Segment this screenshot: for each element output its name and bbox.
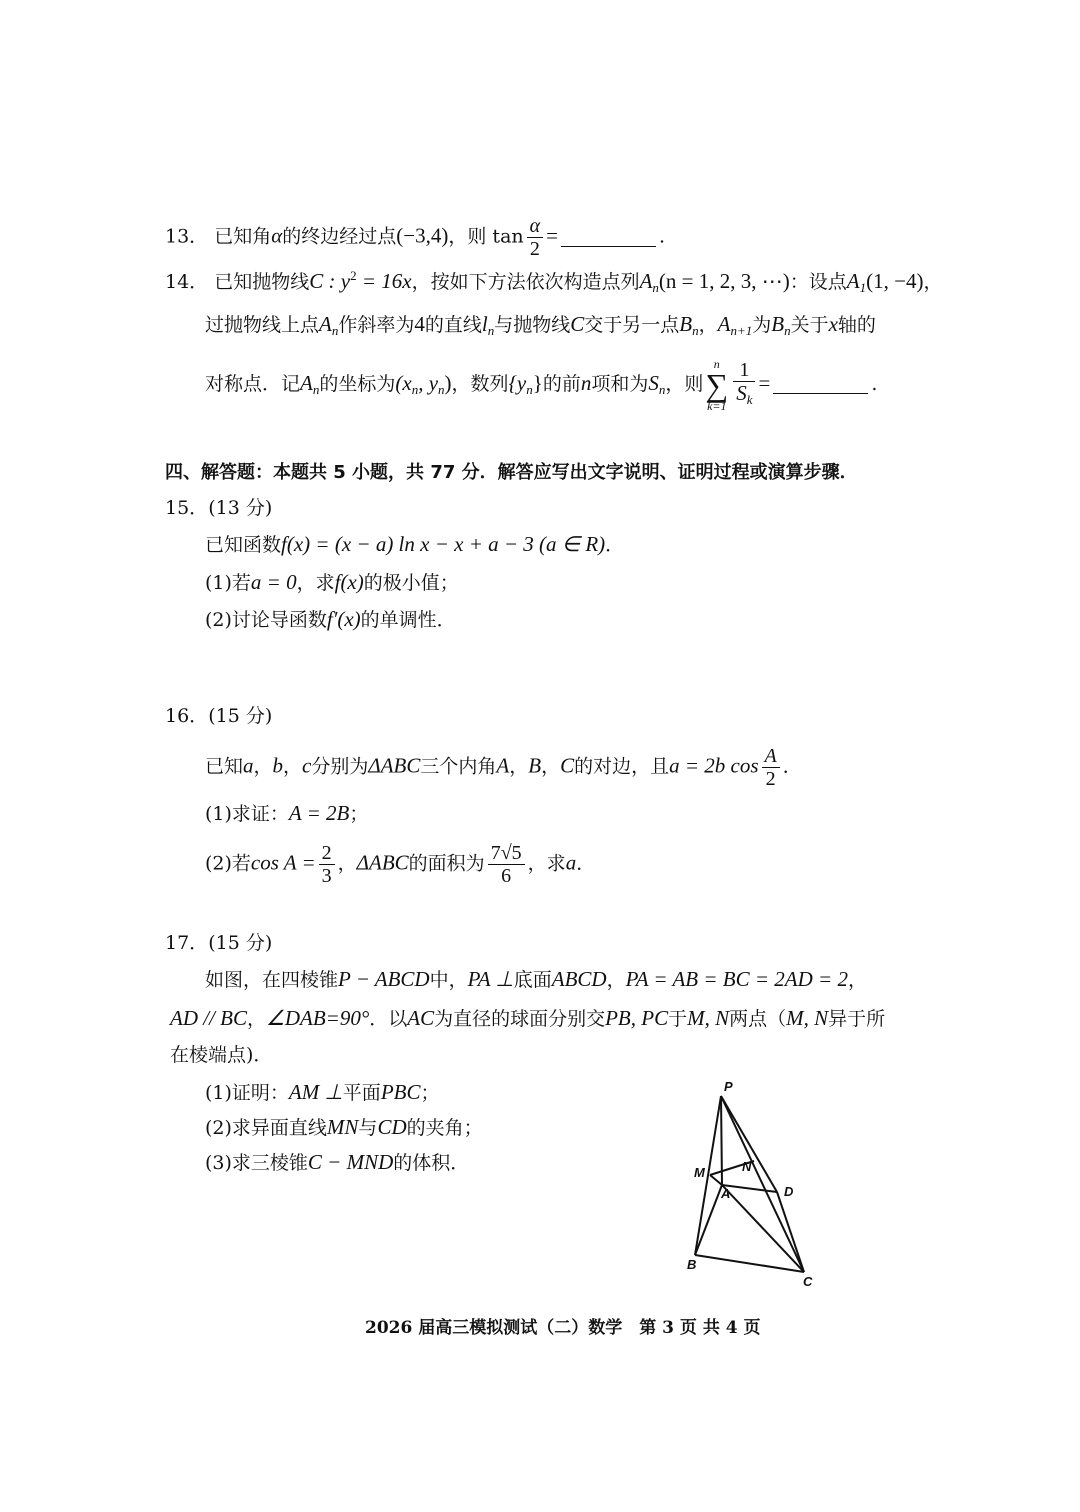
question-14-line-3: 对称点．记$A_n$的坐标为($x_n$, $y_n$)，数列$\{y_n\}$的前n项和为$S_n$，则 n ∑ k=1 $\frac{1}{S_k}$ = . [205,357,878,413]
label-P: P [724,1079,733,1094]
question-number: 17． [165,932,209,954]
question-16-part-2: (2)若cos A = $\frac{2}{3}$ ，ΔABC的面积为 $\frac{7√5}{6}$ ，求a． [205,842,596,887]
question-16-header [165,705,272,728]
question-number: 15． [165,497,209,519]
edge-AB [695,1185,722,1255]
question-number: 13． [165,225,209,248]
edge-PD [721,1096,777,1192]
edge-AM [710,1175,722,1185]
question-number: 16． [165,705,209,727]
fraction: $\frac{7√5}{6}$ [488,842,525,887]
question-17-stem-line-3: 在棱端点)． [170,1044,273,1066]
question-16-stem: 已知a，b，c分别为ΔABC三个内角A，B，C的对边，且a = 2b cos $\frac{A}{2}$ ． [205,745,802,790]
question-17-part-2: (2)求异面直线MN与CD的夹角； [205,1115,483,1139]
page-footer: 2026 届高三模拟测试（二）数学 第 3 页 共 4 页 [365,1318,761,1338]
question-15-header [165,497,272,520]
question-14-line-1: 14． 已知抛物线C : $y^2 = 16x$，按如下方法依次构造点列$A_n(n = 1$, 2, 3, ⋯)：设点$A_1(1$, −4)， [165,268,943,295]
question-15-stem: 已知函数f(x) = (x − a) ln x − x + a − 3 (a ∈ R)． [205,532,625,556]
question-16-part-1: (1)求证：A = 2B； [205,801,369,825]
question-15-part-1: (1)若a = 0，求f(x)的极小值； [205,570,459,594]
question-14-line-2: 过抛物线上点$A_n$作斜率为4的直线$l_n$与抛物线C交于另一点$B_n$，$A_{n+1}$为$B_n$关于x轴的 [205,312,876,338]
question-17-part-1: (1)证明：AM ⊥平面PBC； [205,1080,440,1104]
answer-blank [561,245,656,247]
summation: n ∑ k=1 [705,357,729,413]
pyramid-figure [680,1075,830,1295]
edge-CD [777,1192,804,1272]
question-17-part-3: (3)求三棱锥C − MND的体积． [205,1150,470,1174]
fraction: $\frac{2}{3}$ [319,842,335,887]
label-A: A [721,1186,731,1201]
label-B: B [687,1257,697,1272]
question-17-stem-line-1: 如图，在四棱锥P − ABCD中，PA ⊥底面ABCD，PA = AB = BC = 2AD = 2， [205,967,867,991]
question-score: (15 分) [208,932,273,954]
question-17-stem-line-2: AD // BC，∠DAB=90°．以AC为直径的球面分别交PB, PC于M, N两点（M, N异于所 [170,1006,886,1030]
question-13: 13． 已知角α的终边经过点(−3,4)，则 tan $\frac{\alpha}{2}$ = . [165,215,666,260]
question-17-header [165,932,272,955]
label-N: N [742,1159,752,1174]
question-number: 14． [165,271,209,293]
fraction: $\frac{\alpha}{2}$ [527,215,544,260]
label-D: D [784,1184,794,1199]
label-C: C [803,1274,813,1289]
section-heading: 四、解答题：本题共 5 小题，共 77 分．解答应写出文字说明、证明过程或演算步骤． [165,462,858,483]
answer-blank [773,392,868,394]
fraction: $\frac{1}{S_k}$ [733,359,755,411]
question-score: (13 分) [208,497,273,519]
fraction: $\frac{A}{2}$ [762,745,780,790]
edge-BC [695,1255,804,1272]
label-M: M [694,1165,705,1180]
question-score: (15 分) [208,705,273,727]
question-15-part-2: (2)讨论导函数f′(x)的单调性． [205,607,456,631]
